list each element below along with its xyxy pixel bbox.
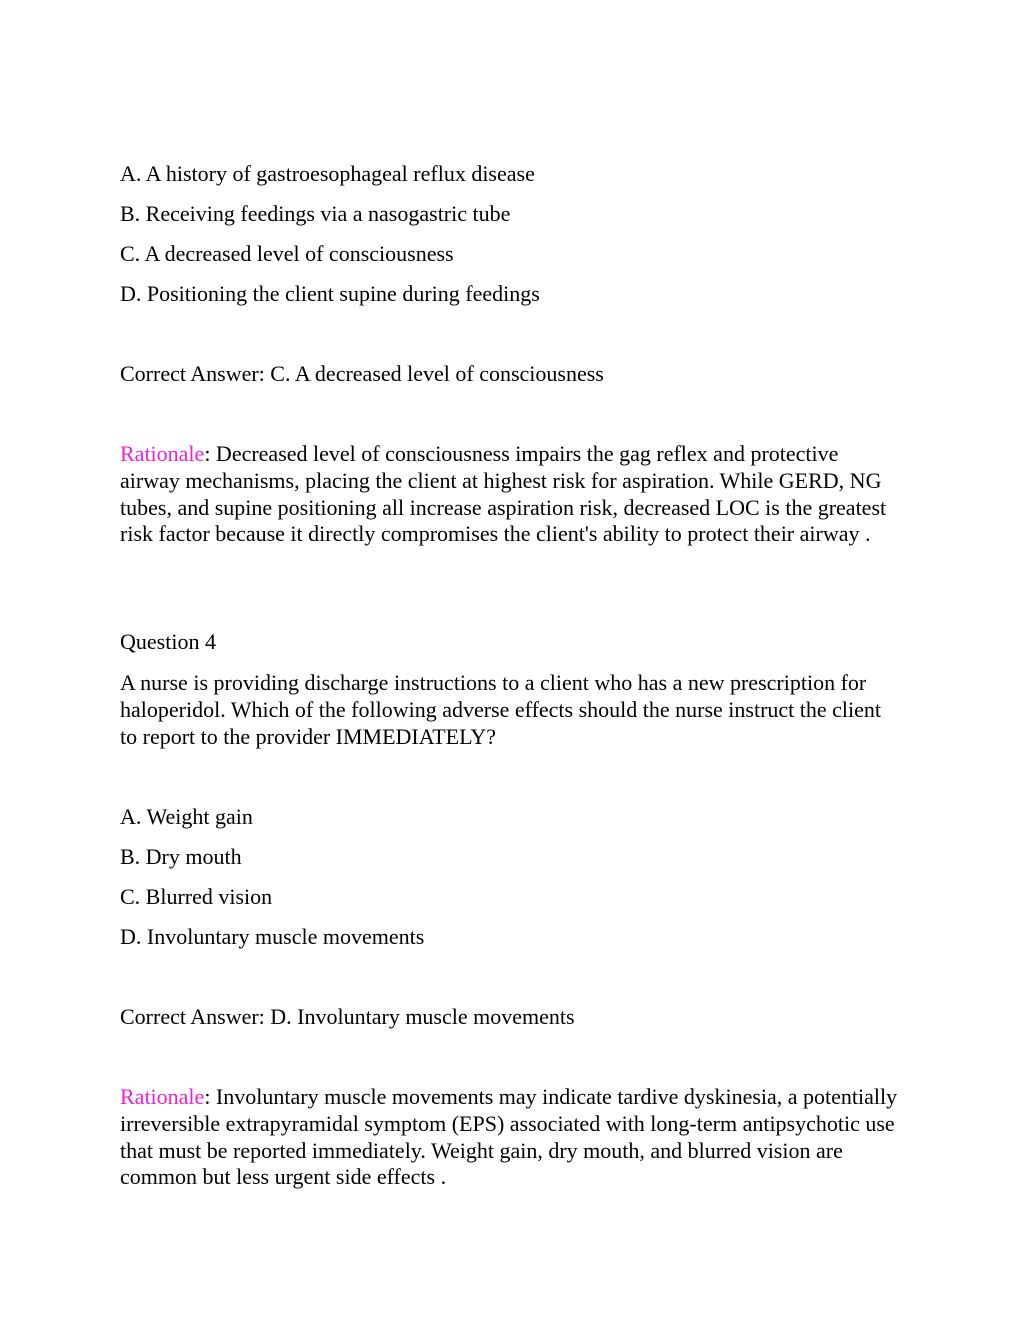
q4-heading: Question 4 — [120, 629, 216, 654]
q4-rationale — [120, 1084, 900, 1191]
q4-option-a: A. Weight gain — [120, 804, 253, 829]
q3-rationale — [120, 441, 900, 548]
q3-option-d: D. Positioning the client supine during feedings — [120, 281, 540, 306]
q3-option-c: C. A decreased level of consciousness — [120, 241, 454, 266]
q3-rationale-label: Rationale — [120, 441, 205, 466]
q4-option-b: B. Dry mouth — [120, 844, 242, 869]
q3-option-b: B. Receiving feedings via a nasogastric tube — [120, 201, 511, 226]
q4-correct-answer: Correct Answer: D. Involuntary muscle movements — [120, 1004, 575, 1029]
q4-rationale-label: Rationale — [120, 1084, 205, 1109]
q3-correct-answer: Correct Answer: C. A decreased level of consciousness — [120, 361, 604, 386]
q4-option-d: D. Involuntary muscle movements — [120, 924, 425, 949]
q4-question-text: A nurse is providing discharge instructions to a client who has a new prescription for haloperidol. Which of the following adverse effects should the nurse instruct the client to report to the provider IMMEDIATELY? — [120, 670, 882, 749]
q3-option-a: A. A history of gastroesophageal reflux disease — [120, 161, 535, 186]
q4-rationale-text: : Involuntary muscle movements may indicate tardive dyskinesia, a potentially irreversible extrapyramidal symptom (EPS) associated with long-term antipsychotic use that must be reported immediately. Weight gain, dry mouth, and blurred vision are common but less urgent side effects . — [120, 1084, 898, 1190]
q4-option-c: C. Blurred vision — [120, 884, 273, 909]
q3-rationale-text: : Decreased level of consciousness impairs the gag reflex and protective airway mechanisms, placing the client at highest risk for aspiration. While GERD, NG tubes, and supine positioning all increase aspiration risk, decreased LOC is the greatest risk factor because it directly compromises the client's ability to protect their airway . — [120, 441, 887, 547]
